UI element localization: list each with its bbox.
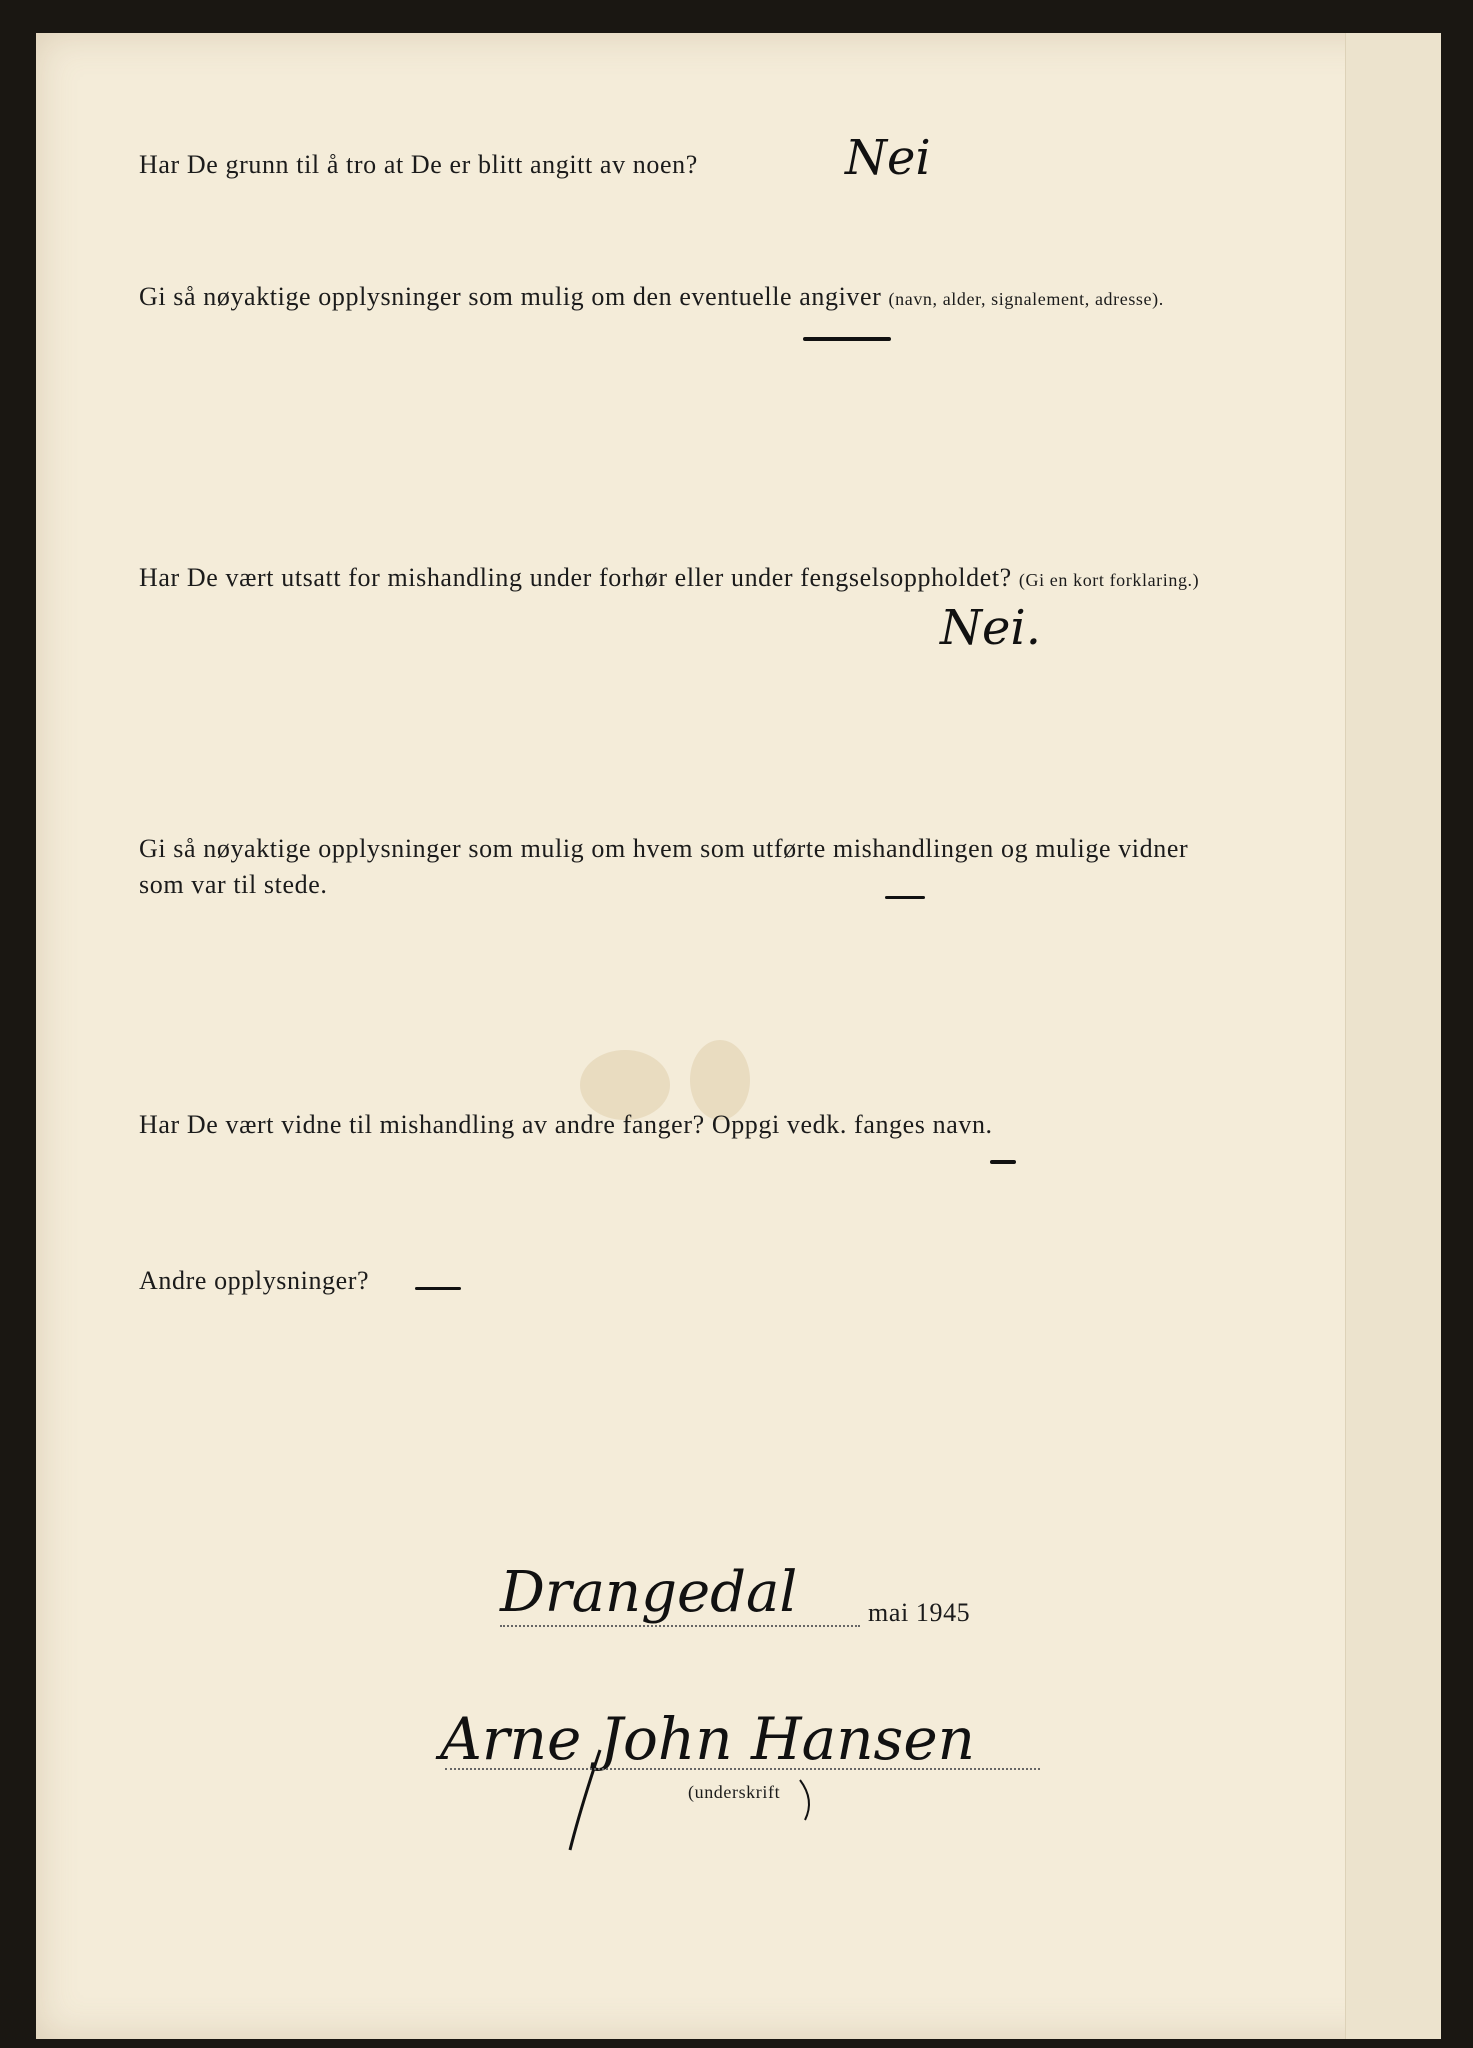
question-1: Har De grunn til å tro at De er blitt angitt av noen? <box>139 150 698 179</box>
question-3-note: (Gi en kort forklaring.) <box>1018 570 1200 590</box>
question-2 <box>139 282 1164 312</box>
question-2-text: Gi så nøyaktige opplysninger som mulig om den eventuelle angiver <box>139 282 882 311</box>
page-edge-strip <box>1345 33 1441 2039</box>
answer-4-dash <box>885 896 925 899</box>
question-3 <box>139 563 1199 593</box>
answer-5-dash <box>990 1160 1016 1164</box>
place-dotted-line <box>500 1625 860 1627</box>
date-text: mai 1945 <box>868 1598 971 1627</box>
question-5: Har De vært vidne til mishandling av andre fanger? Oppgi vedk. fanges navn. <box>139 1110 993 1139</box>
paper-stain <box>690 1040 750 1120</box>
place-handwritten: Drangedal <box>500 1560 798 1625</box>
question-3-text: Har De vært utsatt for mishandling under forhør eller under fengselsoppholdet? <box>139 563 1012 592</box>
signature-handwritten: Arne John Hansen <box>440 1705 975 1773</box>
signature-label: (underskrift <box>688 1782 781 1802</box>
answer-1-handwritten: Nei <box>845 130 931 186</box>
question-2-note: (navn, alder, signalement, adresse). <box>888 289 1164 309</box>
question-4-line-1: Gi så nøyaktige opplysninger som mulig om hvem som utførte mishandlingen og mulige vidner <box>139 834 1189 863</box>
answer-2-dash <box>803 337 891 341</box>
question-4-line-2: som var til stede. <box>139 870 328 899</box>
answer-3-handwritten: Nei. <box>940 600 1042 656</box>
answer-6-dash <box>415 1287 461 1290</box>
signature-dotted-line <box>445 1768 1040 1770</box>
question-6: Andre opplysninger? <box>139 1266 370 1295</box>
